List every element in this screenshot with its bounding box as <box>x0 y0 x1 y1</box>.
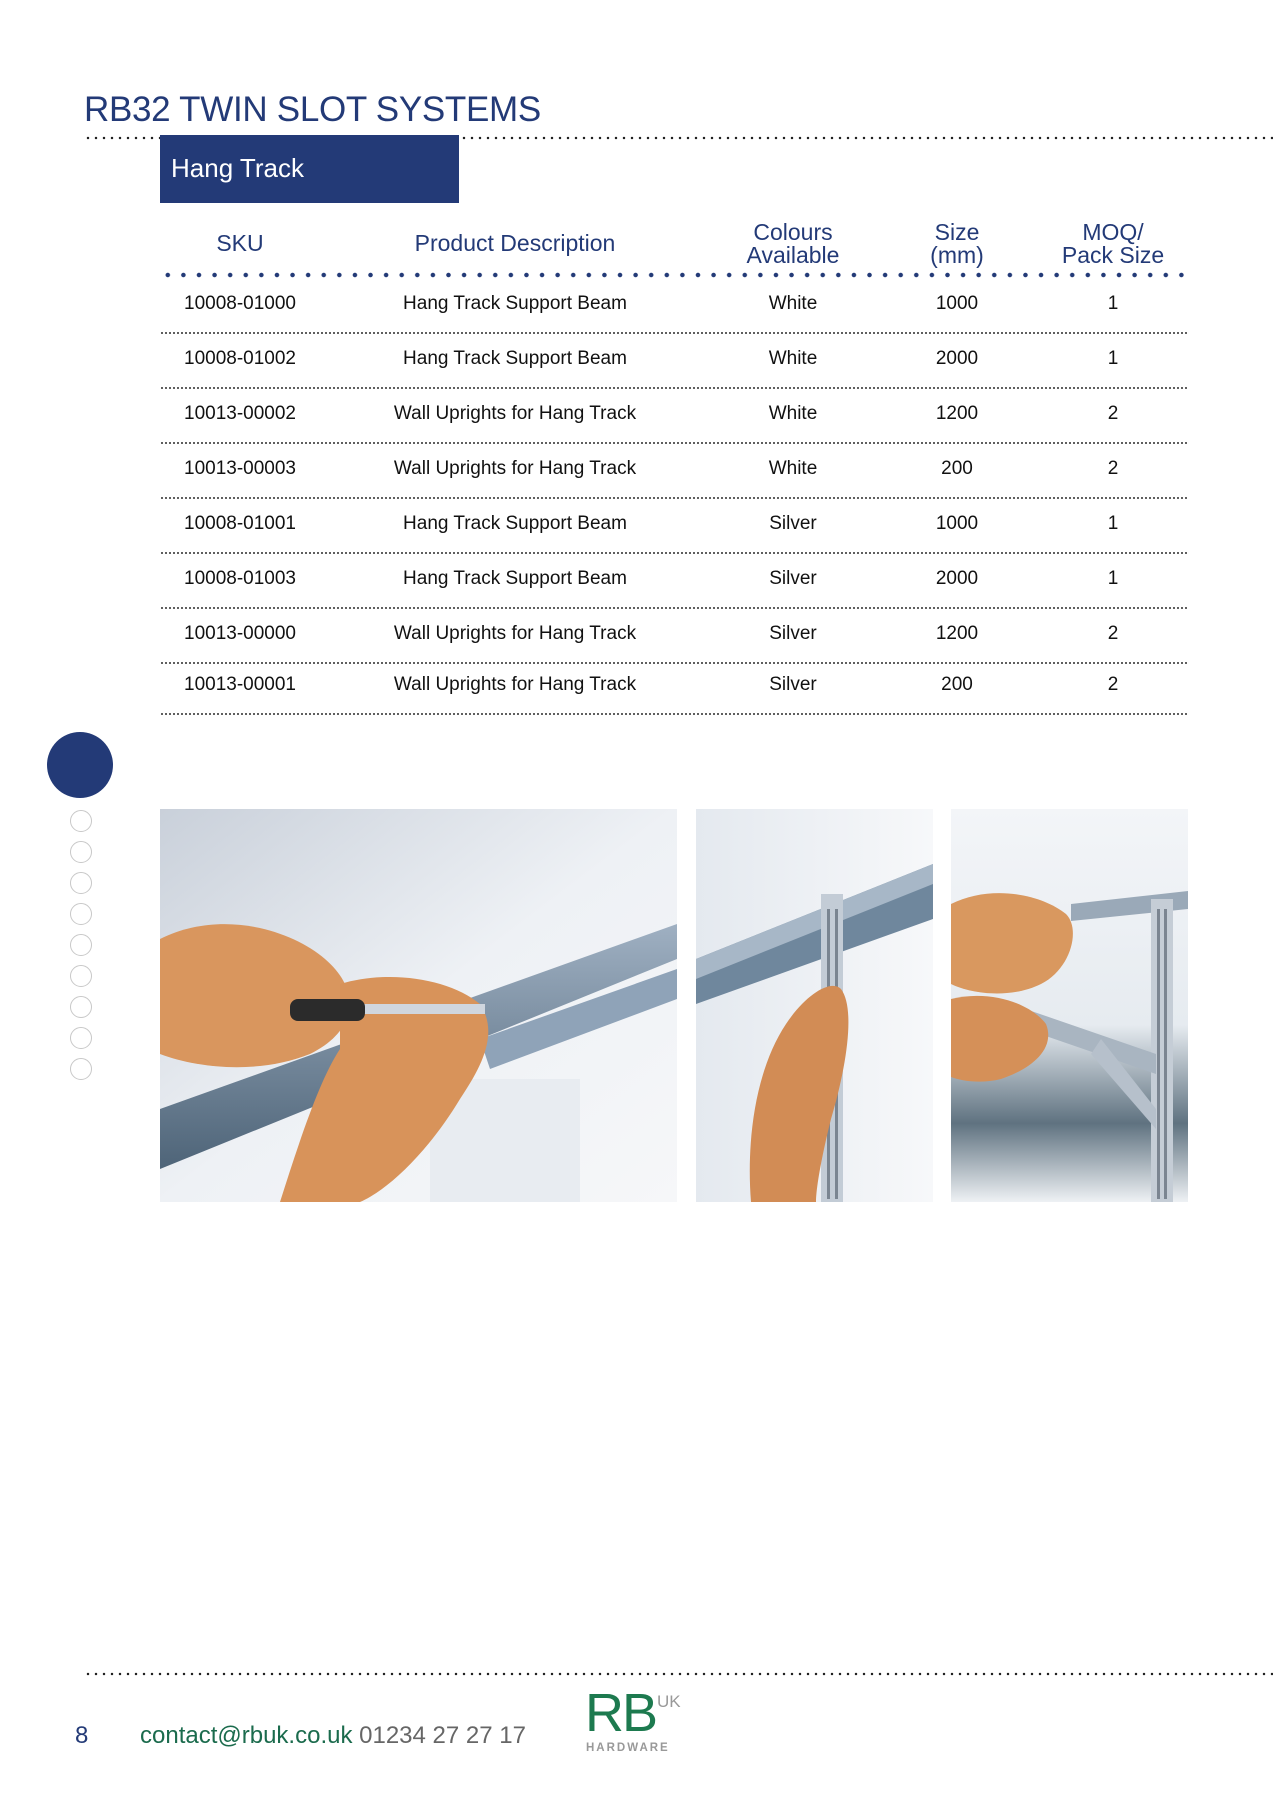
cell-size: 2000 <box>935 568 979 589</box>
column-header-size-line2: (mm) <box>930 242 984 268</box>
cell-sku: 10008-01001 <box>184 513 296 534</box>
cell-size: 200 <box>941 458 973 479</box>
header-divider <box>160 272 1190 278</box>
table-row <box>160 389 1190 444</box>
cell-moq: 1 <box>1107 348 1119 369</box>
cell-sku: 10013-00003 <box>184 458 296 479</box>
page-nav-dot-active[interactable] <box>47 732 113 798</box>
page-nav-dot[interactable] <box>70 872 92 894</box>
cell-size: 2000 <box>935 348 979 369</box>
cell-colour: White <box>768 293 818 314</box>
cell-colour: White <box>768 403 818 424</box>
column-header-colours-line1: Colours <box>753 219 833 245</box>
column-header-sku: SKU <box>216 230 264 256</box>
page-title: RB32 TWIN SLOT SYSTEMS <box>84 90 541 129</box>
cell-size: 1000 <box>935 293 979 314</box>
cell-sku: 10013-00002 <box>184 403 296 424</box>
cell-description: Wall Uprights for Hang Track <box>393 458 637 479</box>
cell-moq: 2 <box>1107 403 1119 424</box>
cell-colour: Silver <box>769 568 817 589</box>
table-row <box>160 334 1190 389</box>
cell-sku: 10008-01002 <box>184 348 296 369</box>
column-header-description: Product Description <box>414 230 616 256</box>
table-row <box>160 279 1190 334</box>
cell-size: 1200 <box>935 623 979 644</box>
table-row <box>160 660 1190 715</box>
column-header-size <box>897 221 1017 267</box>
cell-colour: White <box>768 458 818 479</box>
cell-description: Hang Track Support Beam <box>403 348 627 369</box>
cell-moq: 2 <box>1107 674 1119 695</box>
section-title: Hang Track <box>171 153 304 183</box>
table-row <box>160 609 1190 664</box>
page-nav-dot[interactable] <box>70 841 92 863</box>
table-row <box>160 499 1190 554</box>
page-nav-dot[interactable] <box>70 965 92 987</box>
cell-moq: 2 <box>1107 623 1119 644</box>
footer-divider <box>84 1672 1273 1676</box>
cell-description: Wall Uprights for Hang Track <box>393 674 637 695</box>
column-header-colours-line2: Available <box>746 242 840 268</box>
page-nav-dot[interactable] <box>70 934 92 956</box>
contact-email-link[interactable]: contact@rbuk.co.uk <box>140 1722 353 1749</box>
cell-description: Hang Track Support Beam <box>403 568 627 589</box>
column-header-colours <box>723 221 863 267</box>
row-divider <box>160 713 1188 715</box>
cell-colour: Silver <box>769 513 817 534</box>
cell-description: Hang Track Support Beam <box>403 513 627 534</box>
page-nav-dot[interactable] <box>70 996 92 1018</box>
cell-moq: 1 <box>1107 293 1119 314</box>
column-header-moq <box>1043 221 1183 267</box>
cell-size: 1200 <box>935 403 979 424</box>
photo-fixing-beam <box>160 809 677 1202</box>
cell-description: Hang Track Support Beam <box>403 293 627 314</box>
page-nav-dot[interactable] <box>70 810 92 832</box>
page-nav-dot[interactable] <box>70 1027 92 1049</box>
cell-sku: 10008-01003 <box>184 568 296 589</box>
page-nav-dot[interactable] <box>70 1058 92 1080</box>
page-nav-dot[interactable] <box>70 903 92 925</box>
cell-sku: 10013-00001 <box>184 674 296 695</box>
table-row <box>160 444 1190 499</box>
column-header-size-line1: Size <box>934 219 980 245</box>
logo-mark: RB <box>585 1683 657 1743</box>
cell-size: 200 <box>941 674 973 695</box>
cell-sku: 10013-00000 <box>184 623 296 644</box>
cell-colour: Silver <box>769 623 817 644</box>
photo-inserting-bracket <box>951 809 1188 1202</box>
column-header-moq-line1: MOQ/ <box>1082 219 1144 245</box>
contact-phone: 01234 27 27 17 <box>359 1722 526 1749</box>
cell-moq: 1 <box>1107 568 1119 589</box>
cell-sku: 10008-01000 <box>184 293 296 314</box>
cell-colour: Silver <box>769 674 817 695</box>
contact-info <box>140 1722 526 1750</box>
cell-moq: 2 <box>1107 458 1119 479</box>
section-header <box>160 135 459 203</box>
cell-size: 1000 <box>935 513 979 534</box>
table-row <box>160 554 1190 609</box>
page-number: 8 <box>75 1722 89 1749</box>
cell-moq: 1 <box>1107 513 1119 534</box>
cell-description: Wall Uprights for Hang Track <box>393 623 637 644</box>
company-logo <box>585 1683 695 1760</box>
column-header-moq-line2: Pack Size <box>1061 242 1165 268</box>
photo-attaching-upright <box>696 809 933 1202</box>
cell-description: Wall Uprights for Hang Track <box>393 403 637 424</box>
logo-superscript: UK <box>657 1692 681 1711</box>
cell-colour: White <box>768 348 818 369</box>
logo-subtitle: HARDWARE <box>586 1742 670 1754</box>
